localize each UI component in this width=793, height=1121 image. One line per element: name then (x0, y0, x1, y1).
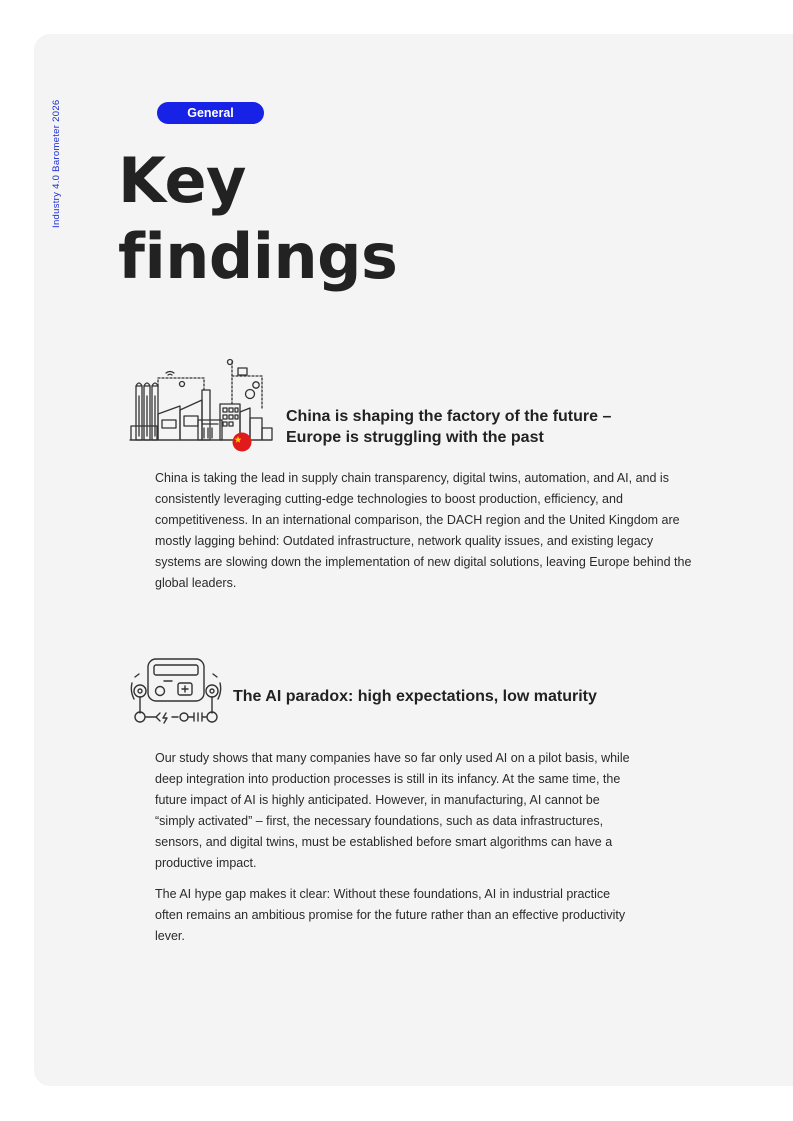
robot-icon (130, 655, 226, 727)
section-2-heading: The AI paradox: high expectations, low maturity (233, 688, 597, 705)
page-title (118, 143, 397, 295)
page-title-line-1: Key (118, 144, 246, 217)
section-2-paragraph-2: The AI hype gap makes it clear: Without these foundations, AI in industrial practice often remains an ambitious promise for the future rather than an effective productivity lever. (155, 887, 626, 943)
section-1-heading-line-2: Europe is struggling with the past (286, 429, 544, 446)
category-tag: General (157, 102, 264, 124)
running-header: Industry 4.0 Barometer 2026 (51, 99, 62, 228)
section-2-paragraph-1: Our study shows that many companies have so far only used AI on a pilot basis, while deep integration into production processes is still in its infancy. At the same time, the future impact of AI is highly anticipated. However, in manufacturing, AI cannot be “simply activated” – first, the necessary foundations, such as data infrastructures, sensors, and digital twins, must be established before smart algorithms can have a productive impact. (155, 751, 630, 870)
page-title-line-2: findings (118, 220, 398, 293)
section-1-heading-line-1: China is shaping the factory of the future – (286, 408, 612, 425)
factory-icon (128, 356, 276, 452)
section-1-paragraph: China is taking the lead in supply chain transparency, digital twins, automation, and AI, and is consistently leveraging cutting-edge technologies to boost production, efficiency, and competitiveness. In an international comparison, the DACH region and the United Kingdom are mostly lagging behind: Outdated infrastructure, network quality issues, and existing legacy systems are slowing down the implementation of new digital solutions, leaving Europe behind the global leaders. (155, 471, 692, 590)
section-1-heading (286, 406, 611, 448)
china-flag-icon (232, 432, 252, 452)
